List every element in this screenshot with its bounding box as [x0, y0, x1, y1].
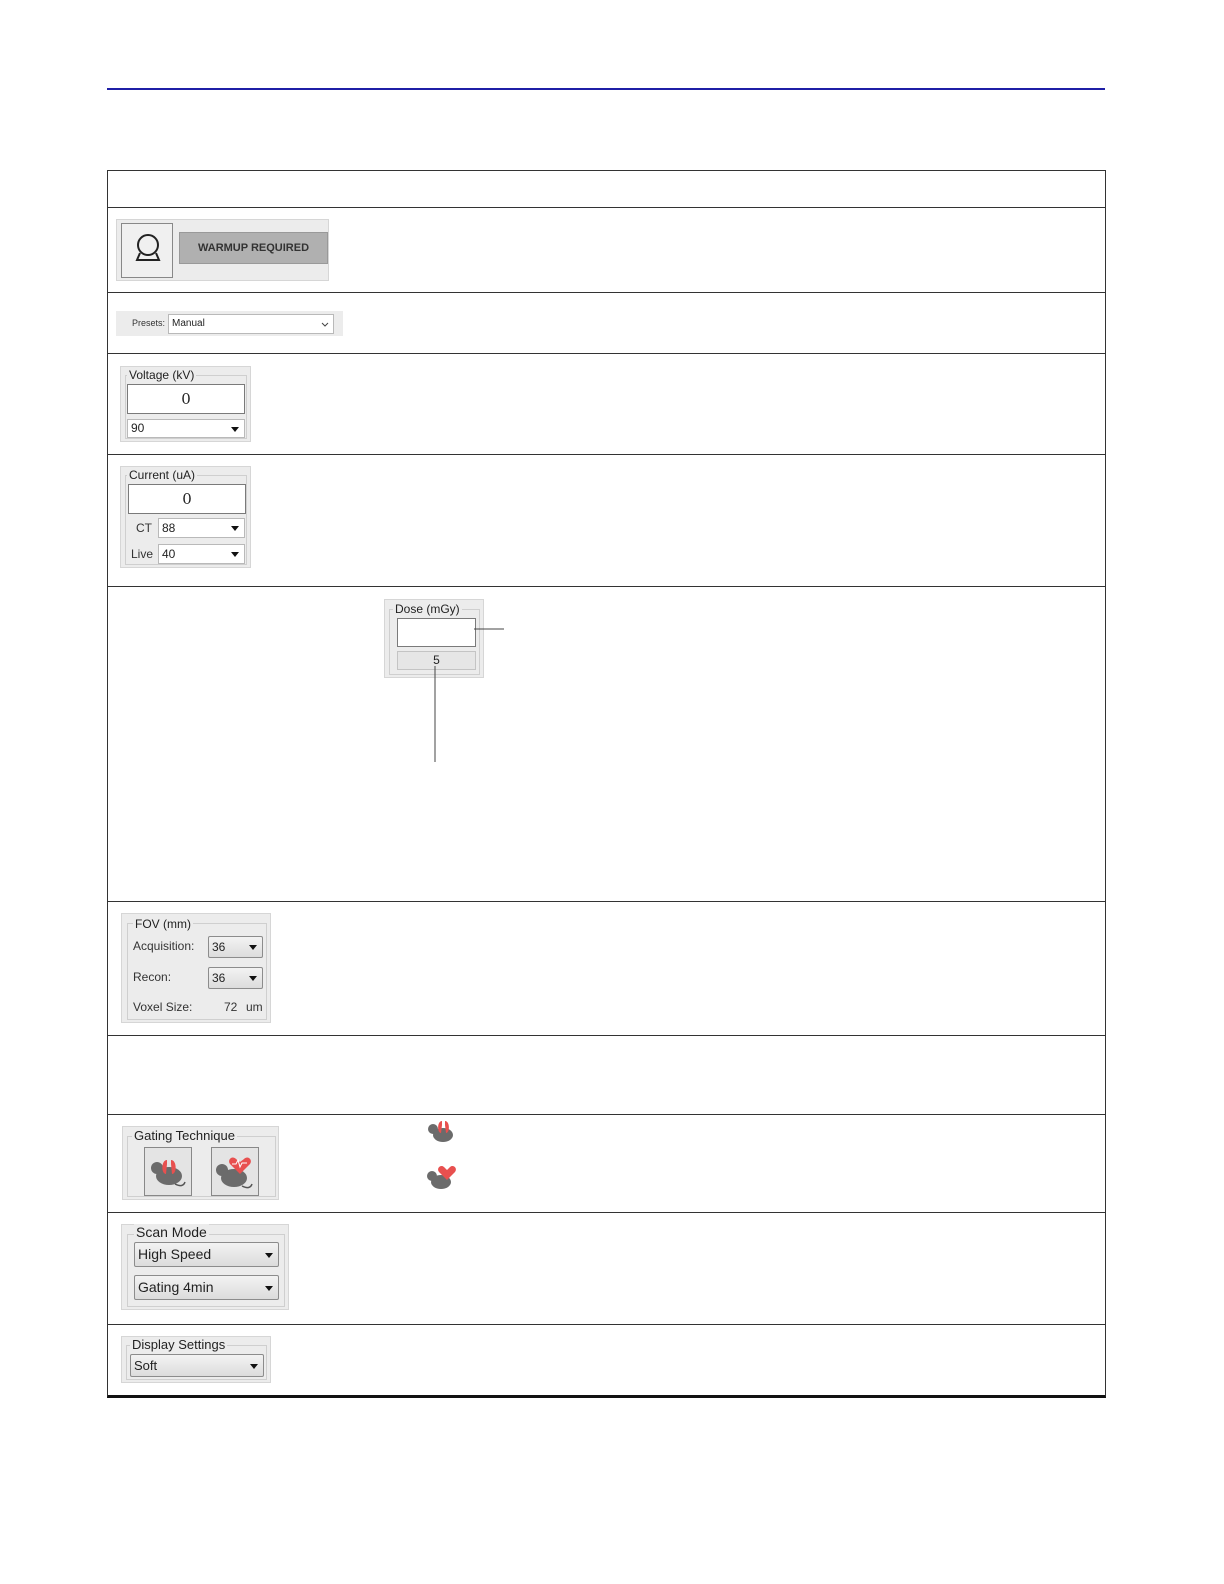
row-divider: [108, 207, 1105, 208]
row-divider: [108, 1324, 1105, 1325]
row-divider: [108, 1114, 1105, 1115]
callout-line: [433, 666, 437, 762]
scan-speed-value: High Speed: [138, 1246, 212, 1262]
recon-fov-dropdown[interactable]: [208, 967, 263, 989]
voltage-readout: 0: [127, 384, 245, 414]
respiratory-gating-button[interactable]: [144, 1147, 192, 1196]
recon-fov-value: 36: [212, 971, 226, 985]
respiratory-gating-icon: [425, 1116, 459, 1147]
acquisition-label: Acquisition:: [133, 939, 195, 953]
dose-readout: [397, 618, 476, 647]
respiratory-gating-icon: [145, 1148, 191, 1195]
warmup-status: WARMUP REQUIRED: [179, 232, 328, 264]
display-settings-title: Display Settings: [132, 1337, 226, 1352]
gating-time-value: Gating 4min: [138, 1279, 214, 1295]
row-divider: [108, 353, 1105, 354]
current-group: [120, 466, 251, 568]
voxel-size-unit: um: [246, 1000, 263, 1014]
fov-title: FOV (mm): [135, 917, 191, 931]
dropdown-arrow-icon: [231, 427, 239, 432]
voltage-dropdown[interactable]: [127, 419, 245, 438]
warmup-panel: [116, 219, 329, 281]
row-divider: [108, 901, 1105, 902]
ct-current-value: 88: [162, 521, 176, 535]
presets-dropdown[interactable]: [168, 314, 334, 334]
dropdown-arrow-icon: [265, 1286, 273, 1291]
acquisition-fov-value: 36: [212, 940, 226, 954]
scan-speed-dropdown[interactable]: [134, 1242, 279, 1267]
scan-mode-title: Scan Mode: [136, 1224, 207, 1240]
ct-label: CT: [136, 521, 152, 535]
display-settings-group: [121, 1336, 271, 1383]
header-rule: [107, 88, 1105, 90]
display-settings-dropdown[interactable]: [130, 1354, 264, 1377]
callout-line: [474, 628, 504, 632]
row-divider: [108, 1212, 1105, 1213]
voxel-size-label: Voxel Size:: [133, 1000, 193, 1014]
chevron-down-icon: [321, 322, 329, 328]
presets-bar: [116, 311, 343, 336]
live-current-dropdown[interactable]: [158, 544, 245, 564]
row-divider: [108, 454, 1105, 455]
current-title: Current (uA): [129, 468, 196, 482]
dose-value: 5: [397, 651, 476, 670]
voltage-group: [120, 366, 251, 442]
presets-value: Manual: [172, 318, 205, 329]
gating-group: [122, 1126, 279, 1200]
live-label: Live: [131, 547, 154, 561]
voltage-value: 90: [131, 421, 145, 435]
row-divider: [108, 1035, 1105, 1036]
cardiac-gating-button[interactable]: [211, 1147, 259, 1196]
current-readout: 0: [128, 484, 246, 514]
presets-label: Presets:: [132, 318, 166, 328]
dropdown-arrow-icon: [265, 1253, 273, 1258]
row-divider: [108, 586, 1105, 587]
ct-current-dropdown[interactable]: [158, 518, 245, 538]
voxel-size-value: 72: [224, 1000, 238, 1014]
dropdown-arrow-icon: [231, 552, 239, 557]
fov-group: [121, 913, 271, 1023]
dropdown-arrow-icon: [249, 945, 257, 950]
controls-table: [107, 170, 1106, 1398]
display-settings-value: Soft: [134, 1358, 158, 1373]
acquisition-fov-dropdown[interactable]: [208, 936, 263, 958]
xray-source-button[interactable]: [121, 223, 173, 278]
live-current-value: 40: [162, 547, 176, 561]
cardiac-gating-icon: [212, 1148, 258, 1195]
dropdown-arrow-icon: [250, 1364, 258, 1369]
dropdown-arrow-icon: [231, 526, 239, 531]
gating-time-dropdown[interactable]: [134, 1275, 279, 1300]
voltage-title: Voltage (kV): [129, 368, 195, 382]
gating-title: Gating Technique: [134, 1128, 235, 1143]
row-divider: [108, 292, 1105, 293]
recon-label: Recon:: [133, 970, 172, 984]
cardiac-gating-icon: [425, 1162, 459, 1193]
scan-mode-group: [121, 1224, 289, 1310]
dropdown-arrow-icon: [249, 976, 257, 981]
xray-tube-icon: [122, 224, 174, 279]
dose-title: Dose (mGy): [395, 602, 460, 616]
